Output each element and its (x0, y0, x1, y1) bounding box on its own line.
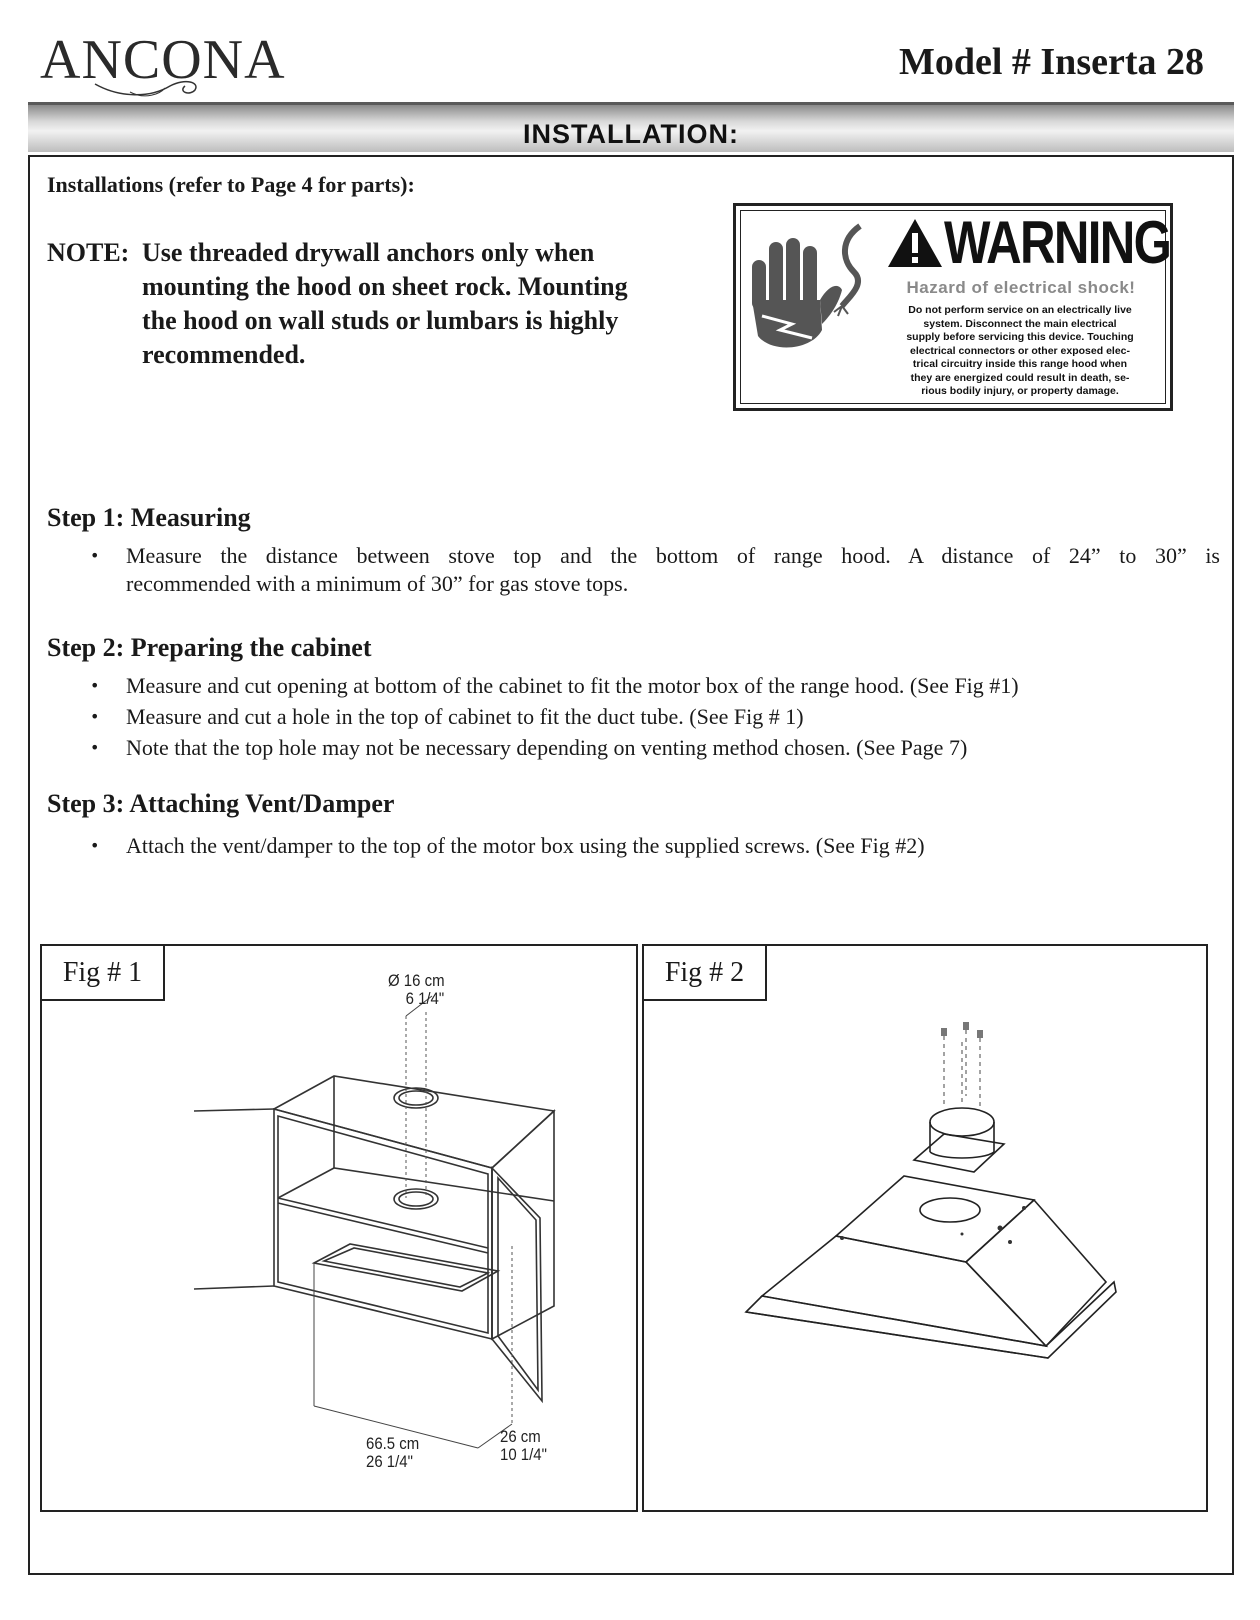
warning-body-line: electrical connectors or other exposed elec- (910, 344, 1130, 357)
step-1-item (90, 542, 1220, 598)
opening-depth-cm: 26 cm (500, 1427, 541, 1446)
warning-body-line: supply before servicing this device. Touching (906, 331, 1134, 343)
step-3-title: Step 3: Attaching Vent/Damper (47, 789, 395, 818)
opening-depth-label (500, 1428, 547, 1464)
brand-logo (40, 28, 340, 100)
note-label: NOTE: (47, 238, 130, 267)
opening-depth-in: 10 1/4" (500, 1445, 547, 1464)
warning-triangle-icon (886, 217, 944, 269)
figure-1-label: Fig # 1 (42, 946, 165, 1001)
step-2-list (90, 672, 1220, 762)
bullet: • (90, 836, 100, 855)
figure-1 (40, 944, 638, 1512)
note-line: the hood on wall studs or lumbars is highly (142, 306, 619, 335)
model-number: Model # Inserta 28 (898, 41, 1204, 83)
step-2-item (90, 703, 1220, 731)
warning-heading (886, 208, 1220, 278)
bullet: • (90, 707, 100, 726)
bullet: • (90, 676, 100, 695)
logo-swirl-icon (90, 76, 230, 102)
warning-title: WARNING (944, 209, 1171, 276)
note-line: mounting the hood on sheet rock. Mounting (142, 272, 628, 301)
installations-heading: Installations (refer to Page 4 for parts): (47, 172, 415, 197)
step-3-list (90, 832, 1220, 860)
step-3-item-text: Attach the vent/damper to the top of the motor box using the supplied screws. (See Fig #2) (126, 833, 925, 858)
note-text (142, 236, 742, 372)
step-3-item (90, 832, 1220, 860)
bullet: • (90, 738, 100, 757)
duct-diameter-cm: Ø 16 cm (388, 971, 445, 990)
warning-body-line: trical circuitry inside this range hood when (912, 358, 1128, 370)
figure-2 (642, 944, 1208, 1512)
note-line: recommended. (142, 340, 306, 369)
bullet: • (90, 546, 100, 565)
step-1-line: recommended with a minimum of 30” for gas stove tops. (126, 571, 629, 596)
warning-body-line: Do not perform service on an electrically live (908, 304, 1132, 316)
step-2-item-text: Measure and cut a hole in the top of cabinet to fit the duct tube. (See Fig # 1) (126, 704, 804, 729)
step-2-title: Step 2: Preparing the cabinet (47, 633, 372, 662)
step-2-item-text: Note that the top hole may not be necessary depending on venting method chosen. (See Page 7) (126, 735, 968, 760)
warning-body-line: rious bodily injury, or property damage. (921, 385, 1119, 397)
step-2-item-text: Measure and cut opening at bottom of the cabinet to fit the motor box of the range hood. (See Fig #1) (126, 673, 1019, 698)
opening-width-cm: 66.5 cm (366, 1434, 420, 1453)
warning-subtitle: Hazard of electrical shock! (906, 278, 1136, 297)
warning-body-line: they are energized could result in death, se- (910, 371, 1130, 384)
step-1-line: Measure the distance between stove top and the bottom of range hood. A distance of 24” to 30” is (126, 543, 1220, 568)
figure-2-label: Fig # 2 (644, 946, 767, 1001)
duct-diameter-label (388, 972, 445, 1008)
step-2-item (90, 734, 1220, 762)
section-banner (28, 102, 1234, 152)
step-2-item (90, 672, 1220, 700)
step-1-title: Step 1: Measuring (47, 503, 251, 532)
step-1-list (90, 542, 1220, 598)
section-title: INSTALLATION: (523, 119, 739, 149)
opening-width-label (366, 1435, 419, 1471)
opening-width-in: 26 1/4" (366, 1452, 413, 1471)
duct-diameter-in: 6 1/4" (405, 989, 445, 1008)
cabinet-diagram (42, 946, 636, 1510)
brand-name: ANCONA (40, 29, 286, 91)
warning-label (733, 203, 1173, 411)
warning-body (874, 304, 1166, 399)
hood-damper-diagram (644, 946, 1206, 1510)
electric-shock-hand-icon (742, 220, 872, 360)
warning-body-line: system. Disconnect the main electrical (923, 317, 1117, 330)
note-line: Use threaded drywall anchors only when (142, 238, 595, 267)
